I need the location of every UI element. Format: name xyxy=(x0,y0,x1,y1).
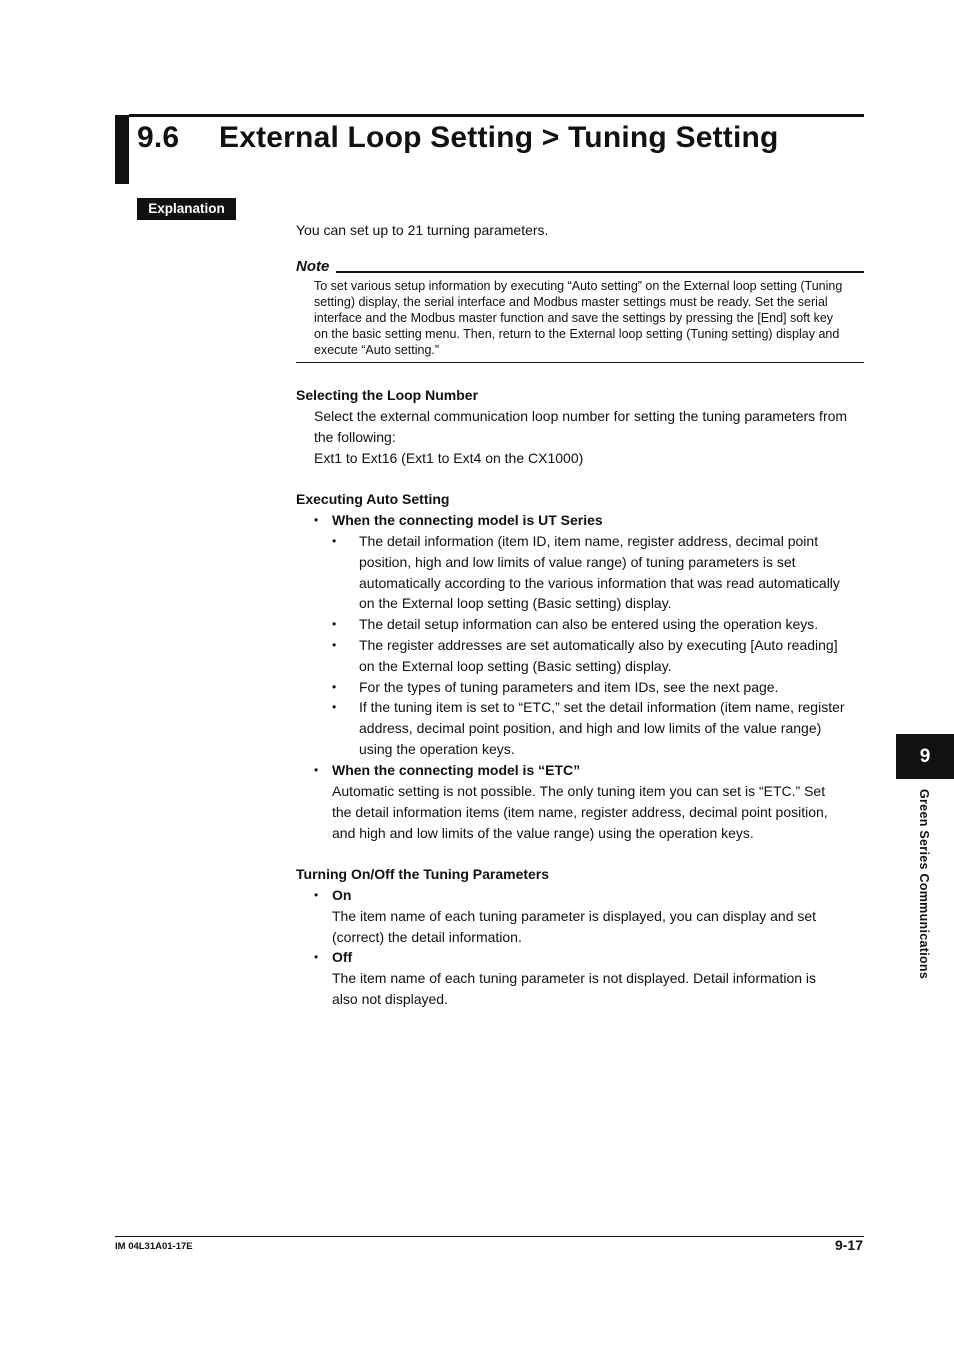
bullet-dot: • xyxy=(314,950,319,964)
ut-item-4 xyxy=(359,677,869,698)
section-marker-bar xyxy=(115,115,129,184)
bullet-dot: • xyxy=(314,513,319,527)
ut-item-line: automatically according to the various information that was read automatically xyxy=(359,574,840,591)
chapter-label: Green Series Communications xyxy=(917,789,931,980)
bullet-dot: • xyxy=(332,617,337,631)
loop-body xyxy=(314,406,869,468)
etc-line: and high and low limits of the value range) using the operation keys. xyxy=(332,824,754,841)
ut-item-line: address, decimal point position, and high and low limits of the value range) xyxy=(359,719,822,736)
section-top-rule xyxy=(129,114,864,117)
onoff-heading: Turning On/Off the Tuning Parameters xyxy=(296,866,550,882)
on-line: (correct) the detail information. xyxy=(332,928,522,945)
footer-rule xyxy=(115,1236,864,1237)
note-line: interface and the Modbus master function and save the settings by pressing the [End] soft key xyxy=(314,311,834,326)
note-label: Note xyxy=(296,258,330,275)
off-line: The item name of each tuning parameter is not displayed. Detail information is xyxy=(332,970,817,986)
ut-item-5 xyxy=(359,697,869,759)
ut-series-heading: When the connecting model is UT Series xyxy=(332,512,603,528)
chapter-tab: 9 xyxy=(896,734,954,779)
ut-item-line: on the External loop setting (Basic setting) display. xyxy=(359,595,672,612)
off-heading: Off xyxy=(332,949,353,965)
ut-item-3 xyxy=(359,635,869,677)
loop-heading: Selecting the Loop Number xyxy=(296,387,479,403)
loop-line: Ext1 to Ext16 (Ext1 to Ext4 on the CX1000) xyxy=(314,449,584,466)
note-top-rule xyxy=(336,271,864,273)
intro-paragraph: You can set up to 21 turning parameters. xyxy=(296,222,549,238)
loop-line: Select the external communication loop number for setting the tuning parameters from xyxy=(314,408,848,424)
page-number: 9-17 xyxy=(834,1237,863,1253)
section-title: External Loop Setting > Tuning Setting xyxy=(219,121,779,154)
etc-body xyxy=(332,781,867,843)
on-line: The item name of each tuning parameter is displayed, you can display and set xyxy=(332,908,817,924)
bullet-dot: • xyxy=(332,700,337,714)
ut-item-line: The detail information (item ID, item name, register address, decimal point xyxy=(359,533,819,549)
note-line: execute “Auto setting.” xyxy=(314,343,440,358)
explanation-badge: Explanation xyxy=(137,198,236,220)
section-number: 9.6 xyxy=(137,121,180,154)
footer-document-id: IM 04L31A01-17E xyxy=(115,1241,193,1252)
ut-item-line: position, high and low limits of value range) of tuning parameters is set xyxy=(359,553,796,570)
bullet-dot: • xyxy=(314,888,319,902)
etc-heading: When the connecting model is “ETC” xyxy=(332,762,581,778)
auto-heading: Executing Auto Setting xyxy=(296,491,450,507)
note-line: To set various setup information by executing “Auto setting” on the External loop setting (Tuning xyxy=(314,279,843,293)
note-line: setting) display, the serial interface and Modbus master settings must be ready. Set the serial xyxy=(314,295,828,310)
off-line: also not displayed. xyxy=(332,990,448,1007)
ut-item-line: on the External loop setting (Basic setting) display. xyxy=(359,657,672,674)
ut-item-line: For the types of tuning parameters and item IDs, see the next page. xyxy=(359,679,779,695)
loop-line: the following: xyxy=(314,428,396,445)
ut-item-line: If the tuning item is set to “ETC,” set the detail information (item name, register xyxy=(359,699,845,715)
ut-item-line: using the operation keys. xyxy=(359,740,515,757)
bullet-dot: • xyxy=(332,680,337,694)
ut-item-2 xyxy=(359,614,869,635)
bullet-dot: • xyxy=(332,534,337,548)
etc-line: Automatic setting is not possible. The only tuning item you can set is “ETC.” Set xyxy=(332,783,826,799)
ut-item-1 xyxy=(359,531,869,614)
etc-line: the detail information items (item name, register address, decimal point position, xyxy=(332,803,828,820)
note-line: on the basic setting menu. Then, return to the External loop setting (Tuning setting) display and xyxy=(314,327,840,342)
ut-item-line: The register addresses are set automatically also by executing [Auto reading] xyxy=(359,637,838,653)
bullet-dot: • xyxy=(314,763,319,777)
bullet-dot: • xyxy=(332,638,337,652)
off-body xyxy=(332,968,867,1010)
ut-item-line: The detail setup information can also be entered using the operation keys. xyxy=(359,616,819,632)
note-text xyxy=(314,278,864,358)
on-body xyxy=(332,906,867,948)
note-bottom-rule xyxy=(296,362,864,363)
on-heading: On xyxy=(332,887,352,903)
